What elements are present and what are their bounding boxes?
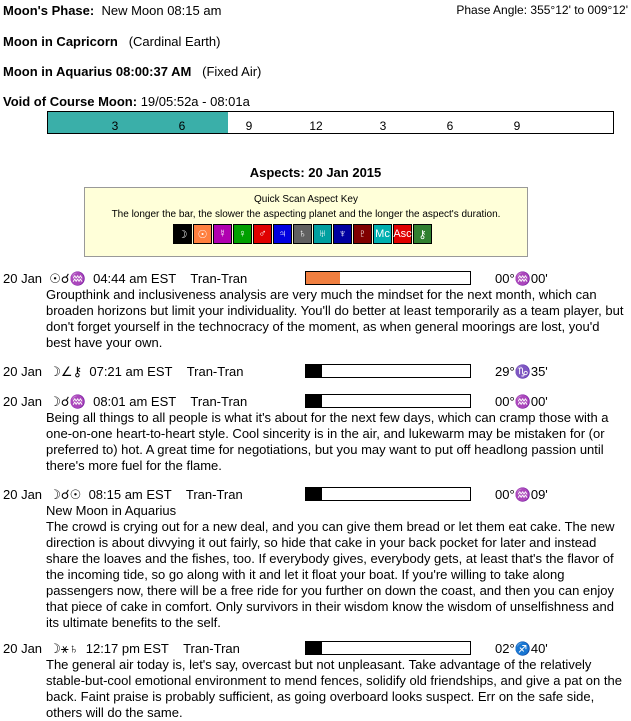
moon-sign-1-row [3,34,220,49]
planet-glyph-icon: ♀ [233,224,252,244]
aspect-row [3,271,247,287]
aspect-time: 07:21 am EST [89,364,173,379]
aspect-glyphs: ☽☌♒ [49,394,86,409]
aspect-position: 29°♑35' [495,364,548,379]
aspect-description: The crowd is crying out for a new deal, and you can give them bread or let them eat cake. The new direction is about divvying it out fairly, so hide that cake in your back pocket for later and instead share the loaves and the fishes, too. If everybody gives, everybody gets, at least that's the flavor of the incoming tide, so go along with it and let it float your boat. If you're willing to take along passengers now, there will be a free ride for you further on down the coast, and then you can enjoy that piece of cake in comfort. Only survivors in their wisdom know the wisdom of unselfishness and its ultimate benefits to the self. [46,519,615,630]
planet-glyph-icon: ☉ [193,224,212,244]
aspect-duration-fill [306,272,340,284]
aspect-type: Tran-Tran [190,394,248,409]
moon-sign-2-row [3,64,261,79]
aspect-date: 20 Jan [3,487,43,502]
timeline-tick: 12 [309,119,323,133]
planet-glyph-icon: ☿ [213,224,232,244]
aspect-duration-fill [306,642,322,654]
planet-glyph-icon: Mc [373,224,392,244]
aspect-duration-bar [305,641,471,655]
aspect-position: 00°♒00' [495,271,548,286]
aspect-key-title: Quick Scan Aspect Key [254,194,358,205]
aspect-glyphs: ☽⚹♄ [49,641,79,656]
void-of-course-bar-fill [48,112,228,133]
aspect-key-box [84,187,528,257]
planet-glyph-icon: ⚷ [413,224,432,244]
planet-glyph-icon: ♆ [333,224,352,244]
aspect-type: Tran-Tran [190,271,248,286]
moon-phase-label: Moon's Phase: [3,3,95,18]
aspect-row [3,641,240,657]
moon-sign-1-label: Moon in Capricorn [3,34,118,49]
timeline-tick: 3 [379,119,387,133]
aspect-time: 08:01 am EST [93,394,177,409]
moon-sign-2-label: Moon in Aquarius 08:00:37 AM [3,64,192,79]
aspect-row [3,394,247,410]
moon-sign-2-note: (Fixed Air) [202,64,262,79]
aspect-row [3,364,244,380]
planet-glyph-icon: Asc [393,224,412,244]
timeline-tick: 9 [245,119,253,133]
aspect-subtitle: New Moon in Aquarius [46,503,177,518]
aspect-position: 00°♒09' [495,487,548,502]
timeline-tick: 6 [178,119,186,133]
aspect-duration-bar [305,394,471,408]
aspect-date: 20 Jan [3,394,43,409]
aspect-time: 04:44 am EST [93,271,177,286]
aspect-duration-bar [305,364,471,378]
aspect-type: Tran-Tran [183,641,240,656]
void-of-course-timeline [47,111,614,134]
moon-phase-row [3,3,221,18]
aspect-duration-bar [305,487,471,501]
aspect-duration-fill [306,488,322,500]
phase-angle: Phase Angle: 355°12' to 009°12' [456,3,628,17]
timeline-tick: 9 [513,119,521,133]
aspect-date: 20 Jan [3,364,43,379]
aspect-key-subtitle: The longer the bar, the slower the aspecting planet and the longer the aspect's duration. [111,209,501,220]
aspect-glyphs: ☽∠⚷ [49,364,83,379]
planet-glyph-icon: ♃ [273,224,292,244]
aspect-description: Being all things to all people is what it's about for the next few days, which can cramp those with a one-on-one heart-to-heart style. Cool sincerity is in the air, and lukewarm may be mistaken for (or preferred to) hot. A great time for negotiations, but you may want to put off headlong passion until there's more fuel for the flame. [46,410,609,473]
aspect-row [3,487,243,503]
void-of-course-row [3,94,250,109]
aspect-glyphs: ☽☌☉ [49,487,82,502]
aspect-date: 20 Jan [3,641,43,656]
void-of-course-label: Void of Course Moon: [3,94,138,109]
aspect-duration-bar [305,271,471,285]
aspect-time: 12:17 pm EST [85,641,169,656]
aspect-type: Tran-Tran [186,364,244,379]
planet-glyph-icon: ♂ [253,224,272,244]
aspect-description: Groupthink and inclusiveness analysis are very much the mindset for the next month, which can broaden horizons but limit your individuality. You'll do better at least temporarily as a team player, but don't forget yourself in the technocracy of the moment, as when general moorings are lost, you'd best have your own. [46,287,624,350]
planet-glyph-icon: ♇ [353,224,372,244]
timeline-tick: 6 [446,119,454,133]
aspect-position: 00°♒00' [495,394,548,409]
void-of-course-value: 19/05:52a - 08:01a [140,94,250,109]
moon-phase-value: New Moon 08:15 am [101,3,222,18]
timeline-tick: 3 [111,119,119,133]
aspect-duration-fill [306,395,322,407]
aspect-glyphs: ☉☌♒ [49,271,86,286]
aspect-duration-fill [306,365,322,377]
moon-sign-1-note: (Cardinal Earth) [128,34,221,49]
aspects-title: Aspects: 20 Jan 2015 [249,165,382,180]
aspect-time: 08:15 am EST [88,487,172,502]
aspect-position: 02°♐40' [495,641,548,656]
planet-glyph-strip [173,224,433,242]
aspect-description: The general air today is, let's say, overcast but not unpleasant. Take advantage of the relatively stable-but-cool emotional environment to mend fences, solidify old friendships, and give a pat on the back. Faint praise is probably sufficient, as going overboard looks suspect. Err on the safe side, others will do the same. [46,657,622,720]
planet-glyph-icon: ☽ [173,224,192,244]
aspect-date: 20 Jan [3,271,43,286]
planet-glyph-icon: ♄ [293,224,312,244]
planet-glyph-icon: ♅ [313,224,332,244]
aspect-type: Tran-Tran [185,487,243,502]
